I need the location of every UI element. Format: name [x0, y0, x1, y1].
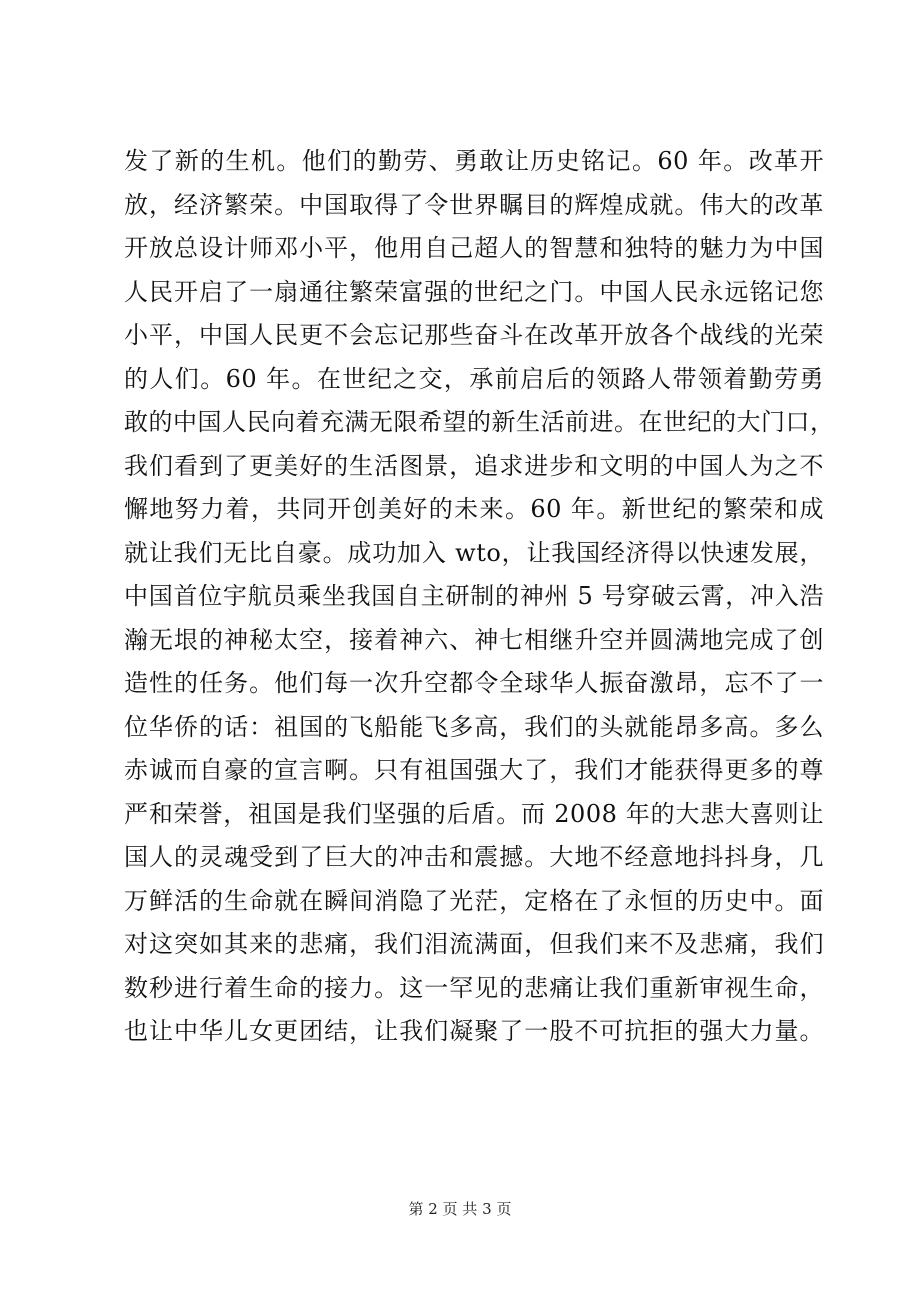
text-line: 造性的任务。他们每一次升空都令全球华人振奋激昂，忘不了一 [124, 669, 824, 697]
text-line: 发了新的生机。他们的勤劳、勇敢让历史铭记。60 年。改革开 [124, 147, 824, 175]
text-line: 中国首位宇航员乘坐我国自主研制的神州 5 号穿破云霄，冲入浩 [124, 582, 824, 610]
text-line: 我们看到了更美好的生活图景，追求进步和文明的中国人为之不 [124, 451, 824, 480]
text-line: 万鲜活的生命就在瞬间消隐了光茫，定格在了永恒的历史中。面 [124, 886, 824, 915]
text-line: 懈地努力着，共同开创美好的未来。60 年。新世纪的繁荣和成 [124, 495, 824, 523]
text-line: 放，经济繁荣。中国取得了令世界瞩目的辉煌成就。伟大的改革 [124, 190, 824, 219]
text-line: 赤诚而自豪的宣言啊。只有祖国强大了，我们才能获得更多的尊 [124, 756, 824, 784]
text-line: 人民开启了一扇通往繁荣富强的世纪之门。中国人民永远铭记您 [124, 277, 824, 306]
text-line: 瀚无垠的神秘太空，接着神六、神七相继升空并圆满地完成了创 [124, 625, 824, 654]
text-line: 就让我们无比自豪。成功加入 wto，让我国经济得以快速发展， [124, 538, 824, 567]
text-line: 敢的中国人民向着充满无限希望的新生活前进。在世纪的大门口， [124, 408, 835, 436]
text-line: 位华侨的话：祖国的飞船能飞多高，我们的头就能昂多高。多么 [124, 712, 824, 741]
page-footer [0, 1198, 920, 1219]
body-text [124, 140, 835, 1054]
text-line: 的人们。60 年。在世纪之交，承前启后的领路人带领着勤劳勇 [124, 364, 824, 393]
text-line: 开放总设计师邓小平，他用自己超人的智慧和独特的魅力为中国 [124, 234, 824, 262]
text-line: 数秒进行着生命的接力。这一罕见的悲痛让我们重新审视生命， [124, 973, 824, 1002]
text-line: 小平，中国人民更不会忘记那些奋斗在改革开放各个战线的光荣 [124, 321, 824, 349]
text-line: 对这突如其来的悲痛，我们泪流满面，但我们来不及悲痛，我们 [124, 930, 824, 958]
page-number-label: 第 2 页 共 3 页 [408, 1200, 512, 1218]
text-line: 国人的灵魂受到了巨大的冲击和震撼。大地不经意地抖抖身，几 [124, 843, 824, 871]
text-line: 严和荣誉，祖国是我们坚强的后盾。而 2008 年的大悲大喜则让 [124, 799, 824, 828]
text-line: 也让中华儿女更团结，让我们凝聚了一股不可抗拒的强大力量。 [124, 1017, 824, 1045]
